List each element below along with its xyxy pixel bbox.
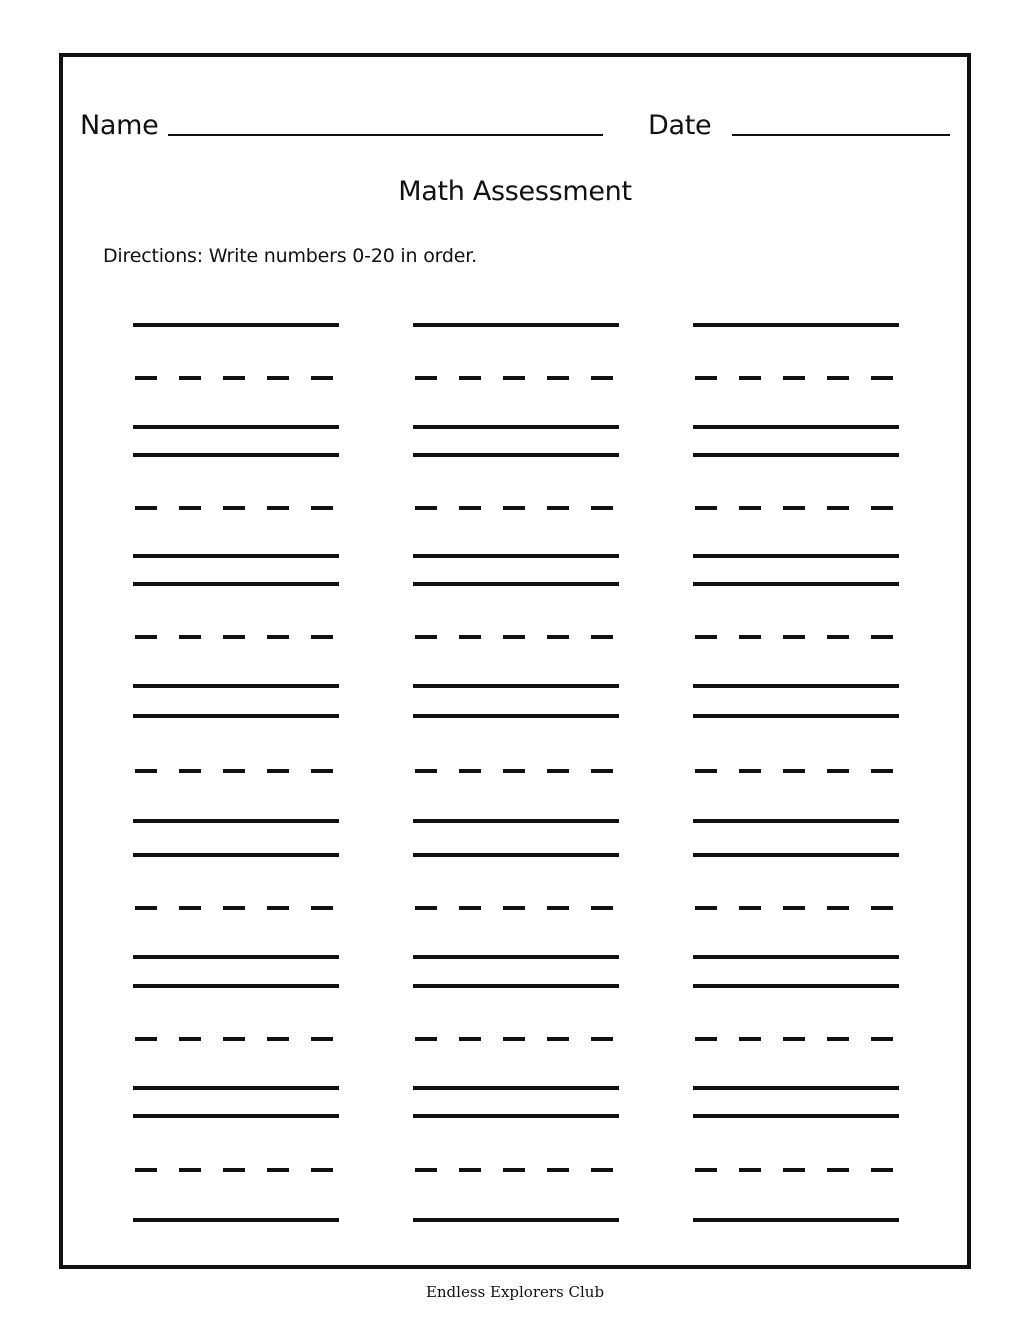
date-label: Date [648,110,712,141]
name-label: Name [80,110,159,141]
footer-credit: Endless Explorers Club [425,1283,605,1301]
directions-text: Directions: Write numbers 0-20 in order. [103,245,477,267]
worksheet-title: Math Assessment [398,176,632,207]
